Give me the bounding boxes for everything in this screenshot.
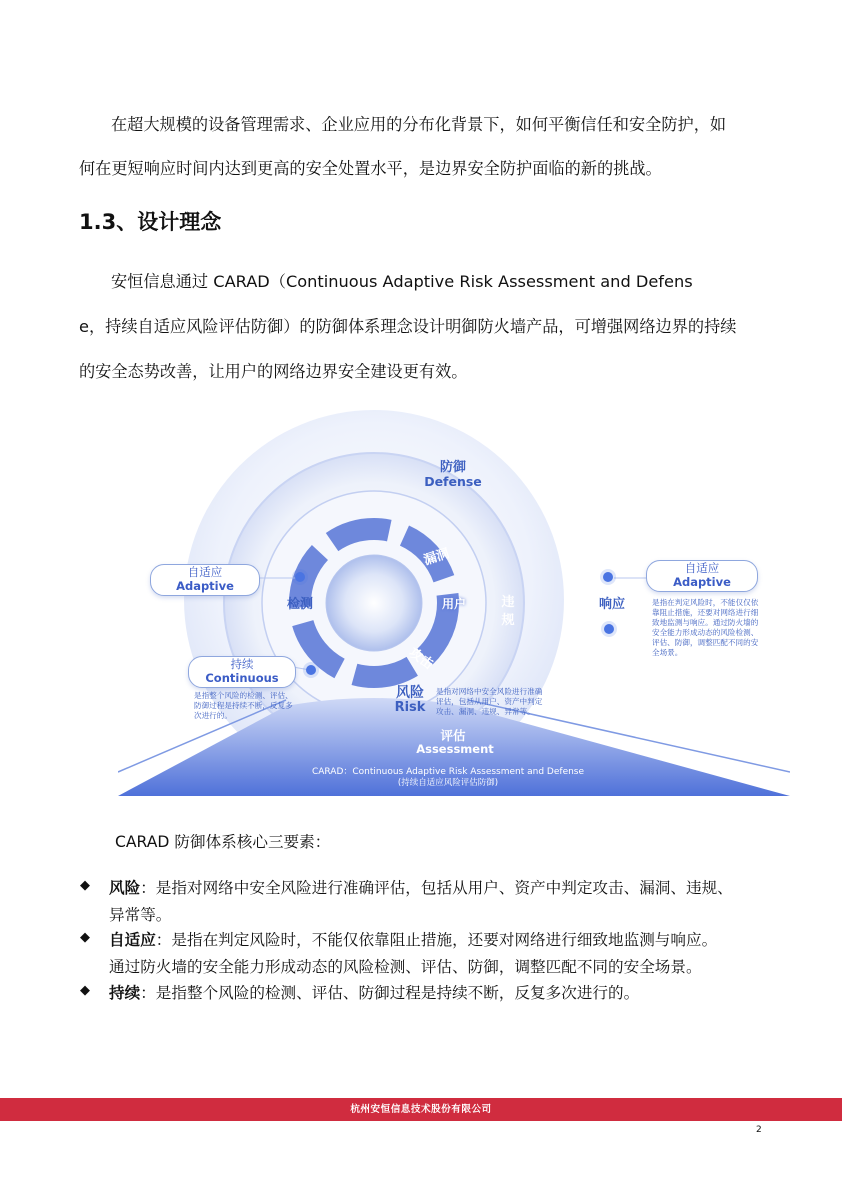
respond-dot-2 bbox=[604, 624, 614, 634]
user-core bbox=[326, 555, 422, 651]
diamond-bullet-icon: ◆ bbox=[80, 983, 90, 998]
design-line-1: 安恒信息通过 CARAD（Continuous Adaptive Risk Assessment and Defens bbox=[111, 272, 693, 291]
assess-en: Assessment bbox=[416, 742, 494, 756]
assess-cn: 评估 bbox=[440, 728, 466, 743]
violation-label: 违规 bbox=[501, 595, 515, 628]
detect-dot bbox=[295, 572, 305, 582]
continuous-cn: 持续 bbox=[230, 657, 254, 671]
list-item-adaptive bbox=[109, 928, 717, 950]
list-text: ：是指在判定风险时，不能仅依靠阻止措施，还要对网络进行细致地监测与响应。 bbox=[155, 931, 718, 949]
user-label: 用户 bbox=[441, 597, 466, 611]
caption-cn: (持续自适应风险评估防御) bbox=[397, 778, 499, 788]
caption-en: CARAD：Continuous Adaptive Risk Assessment and Defense bbox=[311, 767, 585, 777]
adaptive-right-en: Adaptive bbox=[673, 575, 731, 589]
list-item-adaptive-cont: 通过防火墙的安全能力形成动态的风险检测、评估、防御，调整匹配不同的安全场景。 bbox=[109, 958, 702, 976]
section-heading: 1.3、设计理念 bbox=[79, 210, 222, 234]
design-line-3: 的安全态势改善，让用户的网络边界安全建设更有效。 bbox=[79, 362, 468, 381]
attack-label: 攻击 bbox=[405, 645, 436, 673]
risk-desc: 是指对网络中安全风险进行准确评估，包括从用户、资产中判定攻击、漏洞、违规、异常等。 bbox=[436, 687, 543, 716]
list-item-risk-cont: 异常等。 bbox=[109, 906, 172, 924]
continuous-desc: 是指整个风险的检测、评估、防御过程是持续不断，反复多次进行的。 bbox=[194, 691, 293, 720]
carad-diagram bbox=[118, 408, 790, 798]
defense-cn: 防御 bbox=[439, 460, 466, 475]
footer-company-bar: 杭州安恒信息技术股份有限公司 bbox=[0, 1098, 842, 1121]
intro-line-1: 在超大规模的设备管理需求、企业应用的分布化背景下，如何平衡信任和安全防护，如 bbox=[111, 115, 727, 134]
adaptive-left-cn: 自适应 bbox=[187, 565, 223, 579]
defense-en: Defense bbox=[424, 474, 482, 489]
respond-dot-1 bbox=[603, 572, 613, 582]
diamond-bullet-icon: ◆ bbox=[80, 930, 90, 945]
diamond-bullet-icon: ◆ bbox=[80, 878, 90, 893]
adaptive-left-en: Adaptive bbox=[176, 579, 234, 593]
respond-label: 响应 bbox=[598, 597, 625, 612]
list-term: 风险 bbox=[109, 879, 141, 897]
intro-line-2: 何在更短响应时间内达到更高的安全处置水平，是边界安全防护面临的新的挑战。 bbox=[79, 159, 662, 178]
list-text: ：是指整个风险的检测、评估、防御过程是持续不断，反复多次进行的。 bbox=[140, 984, 640, 1002]
adaptive-desc: 是指在判定风险时，不能仅仅依靠阻止措施，还要对网络进行细致地监测与响应。通过防火墙的安全能力形成动态的风险检测、评估、防御，调整匹配不同的安全场景。 bbox=[652, 598, 759, 657]
vuln-label: 漏洞 bbox=[421, 546, 452, 569]
list-term: 持续 bbox=[109, 984, 141, 1002]
page-number: 2 bbox=[756, 1125, 762, 1135]
risk-cn: 风险 bbox=[396, 685, 424, 701]
risk-en: Risk bbox=[394, 700, 426, 715]
adaptive-right-pill bbox=[646, 560, 758, 592]
adaptive-left-pill bbox=[150, 564, 260, 596]
list-term: 自适应 bbox=[109, 931, 156, 949]
list-item-continuous bbox=[109, 981, 639, 1003]
continuous-pill bbox=[188, 656, 296, 688]
continuous-dot bbox=[306, 665, 316, 675]
design-line-2: e，持续自适应风险评估防御）的防御体系理念设计明御防火墙产品，可增强网络边界的持续 bbox=[79, 317, 737, 336]
detect-label: 检测 bbox=[286, 597, 313, 612]
list-intro: CARAD 防御体系核心三要素： bbox=[115, 833, 331, 851]
adaptive-right-cn: 自适应 bbox=[684, 561, 720, 575]
list-text: ：是指对网络中安全风险进行准确评估，包括从用户、资产中判定攻击、漏洞、违规、 bbox=[140, 879, 733, 897]
list-item-risk bbox=[109, 876, 733, 898]
continuous-en: Continuous bbox=[205, 671, 279, 685]
